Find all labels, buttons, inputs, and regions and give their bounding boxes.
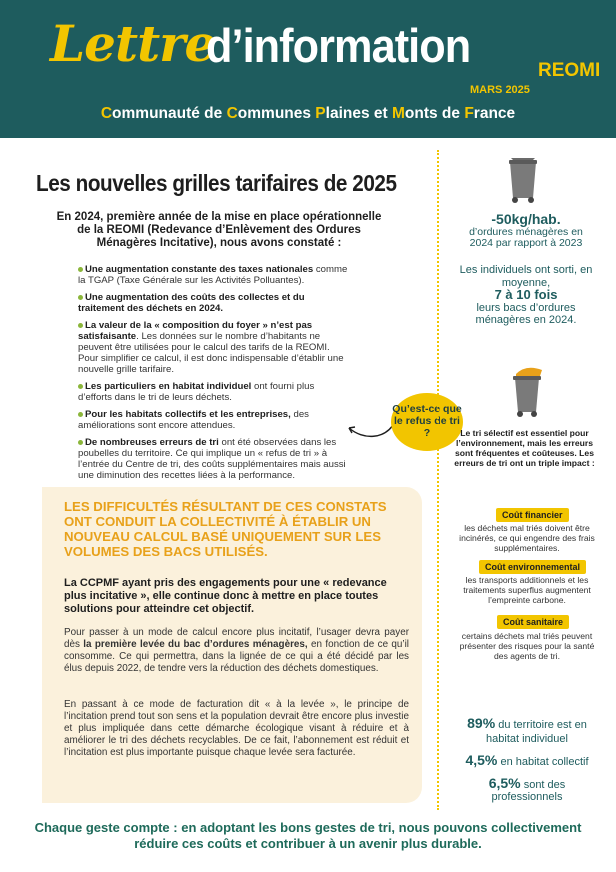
section-paragraph-1: Pour passer à un mode de calcul encore plus incitatif, l’usager devra payer dès la première levée du bac d’ordures ménagères, en fonction de ce qu’il consomme. Ce qui permettra, dans la lignée de ce qui a été décidé par les élus depuis 2022, de tendre vers la réduction des déchets domestiques.: [64, 627, 409, 674]
issue-date: MARS 2025: [470, 84, 530, 96]
sorting-error-text: Le tri sélectif est essentiel pour l’environnement, mais les erreurs sont fréquentes et coûteuses. Les erreurs de tri ont un triple impact :: [454, 428, 595, 468]
curved-arrow-icon: [345, 418, 397, 442]
bullet-icon: [78, 323, 83, 328]
article-title: Les nouvelles grilles tarifaires de 2025: [36, 170, 397, 196]
list-item: Les particuliers en habitat individuel ont fourni plus d’efforts dans le tri de leurs déchets.: [78, 381, 315, 403]
trash-bin-icon: [505, 152, 541, 204]
list-item: Pour les habitats collectifs et les entreprises, des améliorations sont encore attendues.: [78, 409, 309, 431]
cost-financial-text: les déchets mal triés doivent être incinérés, ce qui engendre des frais supplémentaires.: [459, 523, 595, 553]
findings-list: [78, 264, 350, 487]
bullet-icon: [78, 412, 83, 417]
section-heading: LES DIFFICULTÉS RÉSULTANT DE CES CONSTATS ONT CONDUIT LA COLLECTIVITÉ À ÉTABLIR UN NOUVEAU CALCUL BASÉ UNIQUEMENT SUR LES VOLUMES DES BACS UTILISÉS.: [64, 499, 387, 559]
cost-environmental-text: les transports additionnels et les traitements superflus augmentent l’empreinte carbone.: [463, 575, 591, 605]
cost-financial-badge: Coût financier: [496, 508, 569, 522]
column-divider: [437, 150, 439, 810]
cost-health-text: certains déchets mal triés peuvent présenter des risques pour la santé des agents de tri.: [459, 631, 595, 661]
footer-message: Chaque geste compte : en adoptant les bons gestes de tri, nous pouvons collectivement réduire ces coûts et contribuer à un avenir plus durable.: [34, 820, 582, 851]
bullet-icon: [78, 267, 83, 272]
bullet-icon: [78, 384, 83, 389]
list-item: Une augmentation constante des taxes nationales comme la TGAP (Taxe Générale sur les Activités Polluantes).: [78, 264, 348, 286]
title-information: d’information: [206, 19, 471, 72]
waste-reduction-stat: -50kg/hab. d’ordures ménagères en 2024 par rapport à 2023: [469, 211, 583, 249]
professionals-stat: 6,5% sont des professionnels: [488, 775, 566, 803]
list-item: De nombreuses erreurs de tri ont été observées dans les poubelles du territoire. Ce qui implique un « refus de tri » à l’entrée du Centre de tri, des coûts supplémentaires mais aussi une diminution des recettes liées à la performance.: [78, 437, 346, 481]
bullet-icon: [78, 440, 83, 445]
title-lettre: Lettre: [50, 14, 216, 73]
article-intro: En 2024, première année de la mise en place opérationnelle de la REOMI (Redevance d’Enlèvement des Ordures Ménagères Incitative), nous avons constaté :: [56, 211, 382, 249]
community-name: Communauté de Communes Plaines et Monts de France: [100, 105, 516, 122]
habitat-collective-stat: 4,5% en habitat collectif: [465, 752, 589, 768]
overflowing-bin-icon: [508, 366, 548, 418]
bin-pickup-stat: Les individuels ont sorti, en moyenne, 7 à 10 fois leurs bacs d’ordures ménagères en 2024.: [459, 264, 593, 326]
bullet-icon: [78, 295, 83, 300]
section-subheading: La CCPMF ayant pris des engagements pour une « redevance plus incitative », elle continue donc à mettre en place toutes solutions pour atteindre cet objectif.: [64, 577, 387, 615]
list-item: Une augmentation des coûts des collectes et du traitement des déchets en 2024.: [78, 292, 305, 314]
habitat-individual-stat: 89% du territoire est en habitat individuel: [467, 715, 587, 745]
header-banner: [0, 0, 616, 138]
section-paragraph-2: En passant à ce mode de facturation dit « à la levée », le principe de l’incitation prend tout son sens et la population devrait être encore plus investie et plus impliquée dans cette démarche écologique visant à réduire et à améliorer le tri des déchets recyclables. De ce fait, l’abonnement est réduit et l’incitation est plus importante puisque chaque levée sera facturée.: [64, 699, 409, 758]
list-item: La valeur de la « composition du foyer » n’est pas satisfaisante. Les données sur le nombre d’habitants ne peuvent être utilisées pour le calcul des tarifs de la REOMI. Pour simplifier ce calcul, il est donc indispensable d’établir une nouvelle grille tarifaire.: [78, 320, 344, 375]
title-reomi: REOMI: [538, 60, 601, 81]
cost-health-badge: Coût sanitaire: [497, 615, 569, 629]
cost-environmental-badge: Coût environnemental: [479, 560, 586, 574]
refus-de-tri-callout: Qu’est-ce que le refus de tri ?: [391, 393, 463, 451]
